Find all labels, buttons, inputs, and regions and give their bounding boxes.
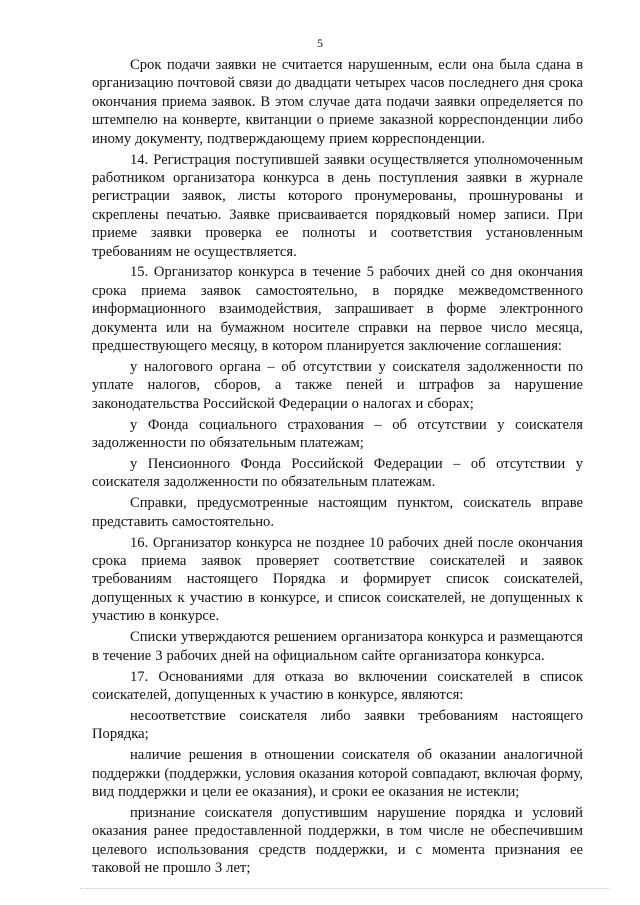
paragraph-certificates-self: Справки, предусмотренные настоящим пунктом, соискатель вправе представить самостоятельно. <box>92 495 583 530</box>
paragraph-16-check: 16. Организатор конкурса не позднее 10 рабочих дней после окончания срока приема заявок проверяет соответствие соискателей и заявок требованиям настоящего Порядка и формирует список соискателей, допущенных к участию в конкурсе, и список соискателей, не допущенных к участию в конкурсе. <box>92 534 583 625</box>
paragraph-15-certificates: 15. Организатор конкурса в течение 5 рабочих дней со дня окончания срока приема заявок самостоятельно, в порядке межведомственного информационного взаимодействия, запрашивает в форме электронного документа или на бумажном носителе справки на первое число месяца, предшествующего месяцу, в котором планируется заключение соглашения: <box>92 264 583 355</box>
paragraph-social-insurance: у Фонда социального страхования – об отсутствии у соискателя задолженности по обязательным платежам; <box>92 416 583 452</box>
paragraph-ground-nonconformity: несоответствие соискателя либо заявки требованиям настоящего Порядка; <box>92 707 583 743</box>
paragraph-deadline-note: Срок подачи заявки не считается нарушенным, если она была сдана в организацию почтовой связи до двадцати четырех часов последнего дня срока окончания приема заявок. В этом случае дата подачи заявки определяется по штемпелю на конверте, квитанции о приеме заказной корреспонденции либо иному документу, подтверждающему прием корреспонденции. <box>92 57 583 147</box>
paragraph-lists-approval: Списки утверждаются решением организатора конкурса и размещаются в течение 3 рабочих дней на официальном сайте организатора конкурса. <box>92 629 583 664</box>
paragraph-pension-fund: у Пенсионного Фонда Российской Федерации – об отсутствии у соискателя задолженности по обязательным платежам. <box>92 456 583 491</box>
paragraph-tax-authority: у налогового органа – об отсутствии у соискателя задолженности по уплате налогов, сборов, а также пеней и штрафов за нарушение законодательства Российской Федерации о налогах и сборах; <box>92 359 583 412</box>
paragraph-ground-violation: признание соискателя допустившим нарушение порядка и условий оказания ранее предоставленной поддержки, в том числе не обеспечившим целевого использования средств поддержки, и с момента признания ее таковой не прошло 3 лет; <box>92 804 583 877</box>
scan-edge-divider <box>80 888 610 889</box>
paragraph-14-registration: 14. Регистрация поступившей заявки осуществляется уполномоченным работником организатора конкурса в день поступления заявки в журнале регистрации заявок, листы которого пронумерованы, прошнурованы и скреплены печатью. Заявке присваивается порядковый номер записи. При приеме заявки проверка ее полноты и соответствия установленным требованиям не осуществляется. <box>92 151 583 260</box>
page-number: 5 <box>317 36 323 50</box>
document-body <box>92 56 583 880</box>
paragraph-ground-similar-support: наличие решения в отношении соискателя об оказании аналогичной поддержки (поддержки, условия оказания которой совпадают, включая форму, вид поддержки и цели ее оказания), и сроки ее оказания не истекли; <box>92 747 583 800</box>
paragraph-17-refusal-grounds: 17. Основаниями для отказа во включении соискателей в список соискателей, допущенных к участию в конкурсе, являются: <box>92 668 583 703</box>
